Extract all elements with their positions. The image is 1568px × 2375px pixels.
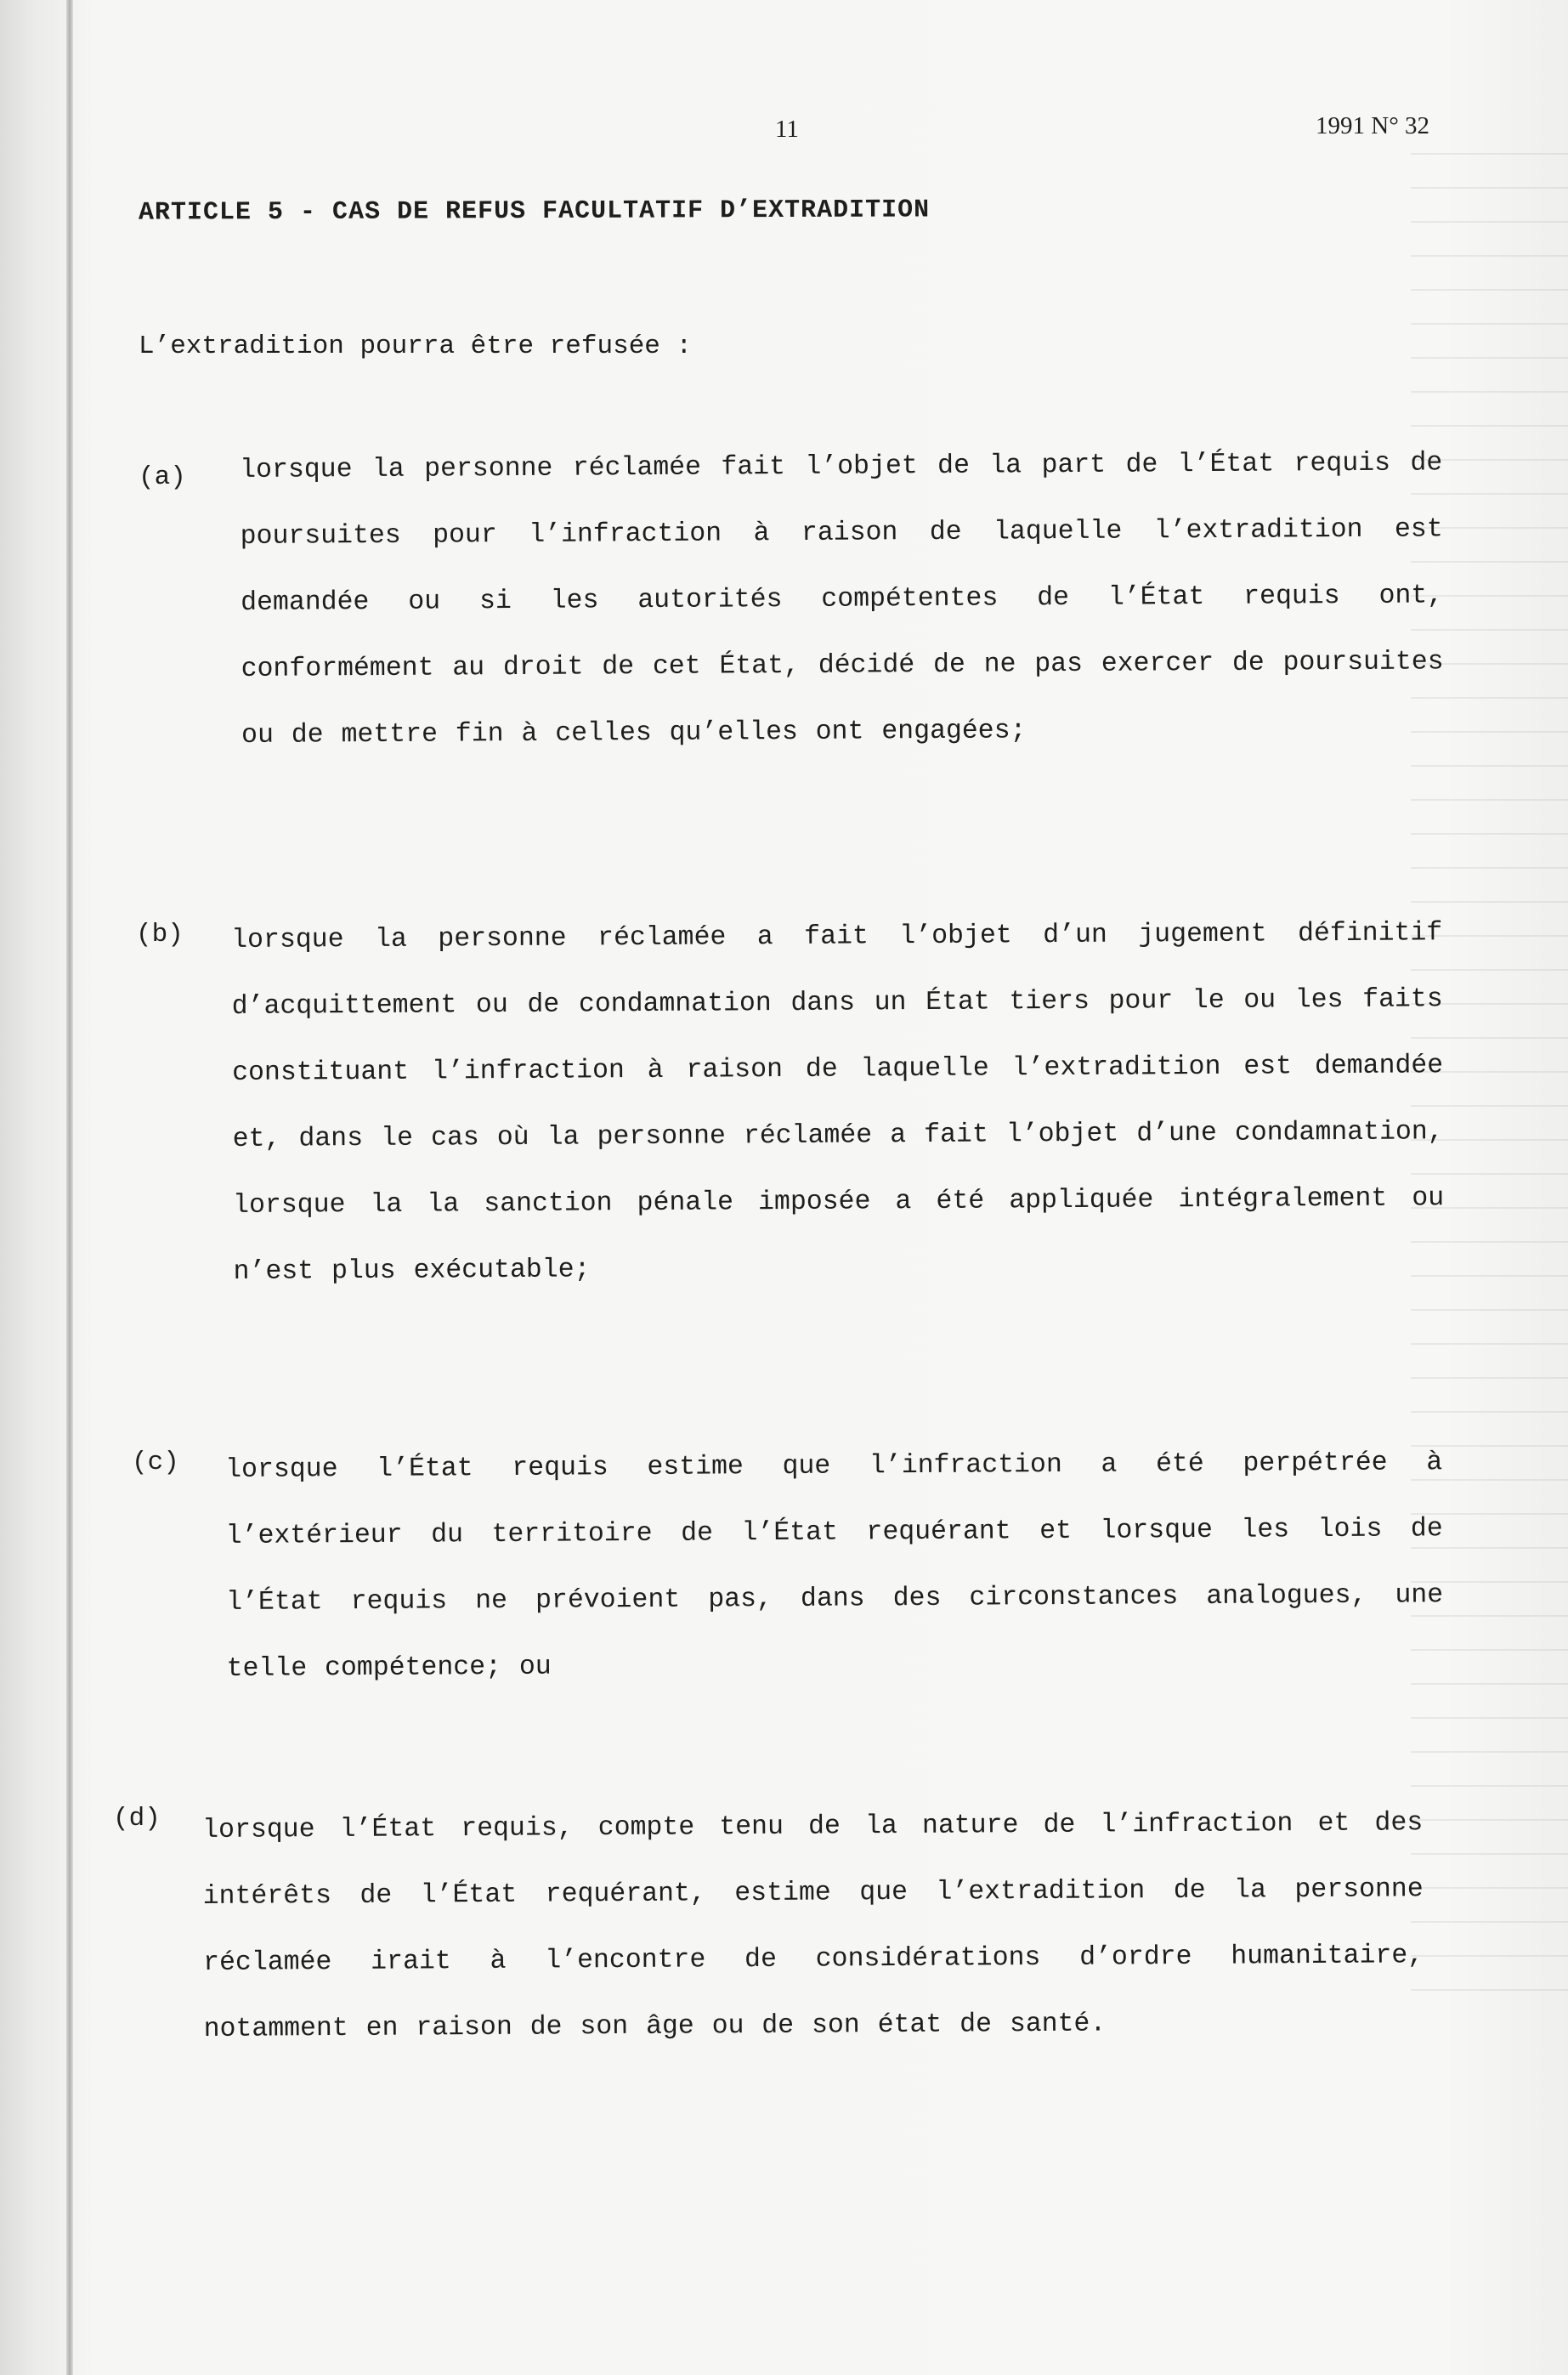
article-title: ARTICLE 5 - CAS DE REFUS FACULTATIF D’EXTRADITION [138, 196, 931, 228]
article-intro: L’extradition pourra être refusée : [139, 332, 693, 361]
item-label-d: (d) [113, 1804, 161, 1834]
item-text-d: lorsque l’État requis, compte tenu de la nature de l’infraction et des intérêts de l’État requérant, estime que l’extradition de la personne réclamée irait à l’encontre de considérations d’ordre humanitaire, notamment en raison de son âge ou de son état de santé. [202, 1808, 1424, 2044]
item-text-b: lorsque la personne réclamée a fait l’objet d’un jugement définitif d’acquittement ou de condamnation dans un État tiers pour le ou les faits constituant l’infraction à raison de laquelle l’extradition est demandée et, dans le cas où la personne réclamée a fait l’objet d’une condamnation, lorsque la la sanction pénale imposée a été appliquée intégralement ou n’est plus exécutable; [231, 918, 1445, 1287]
document-reference: 1991 N° 32 [1316, 112, 1430, 139]
item-text-a: lorsque la personne réclamée fait l’objet de la part de l’État requis de poursuites pour l’infraction à raison de laquelle l’extradition est demandée ou si les autorités compétentes de l’État requis ont, conformément au droit de cet État, décidé de ne pas exercer de poursuites ou de mettre fin à celles qu’elles ont engagées; [240, 448, 1444, 751]
item-text-c: lorsque l’État requis estime que l’infraction a été perpétrée à l’extérieur du territoire de l’État requérant et lorsque les lois de l’État requis ne prévoient pas, dans des circonstances analogues, une telle compétence; ou [225, 1448, 1444, 1684]
page-binding-shadow [66, 0, 73, 2375]
page-number: 11 [775, 116, 799, 143]
item-label-b: (b) [136, 920, 184, 949]
item-label-a: (a) [139, 462, 186, 492]
item-label-c: (c) [132, 1448, 179, 1477]
